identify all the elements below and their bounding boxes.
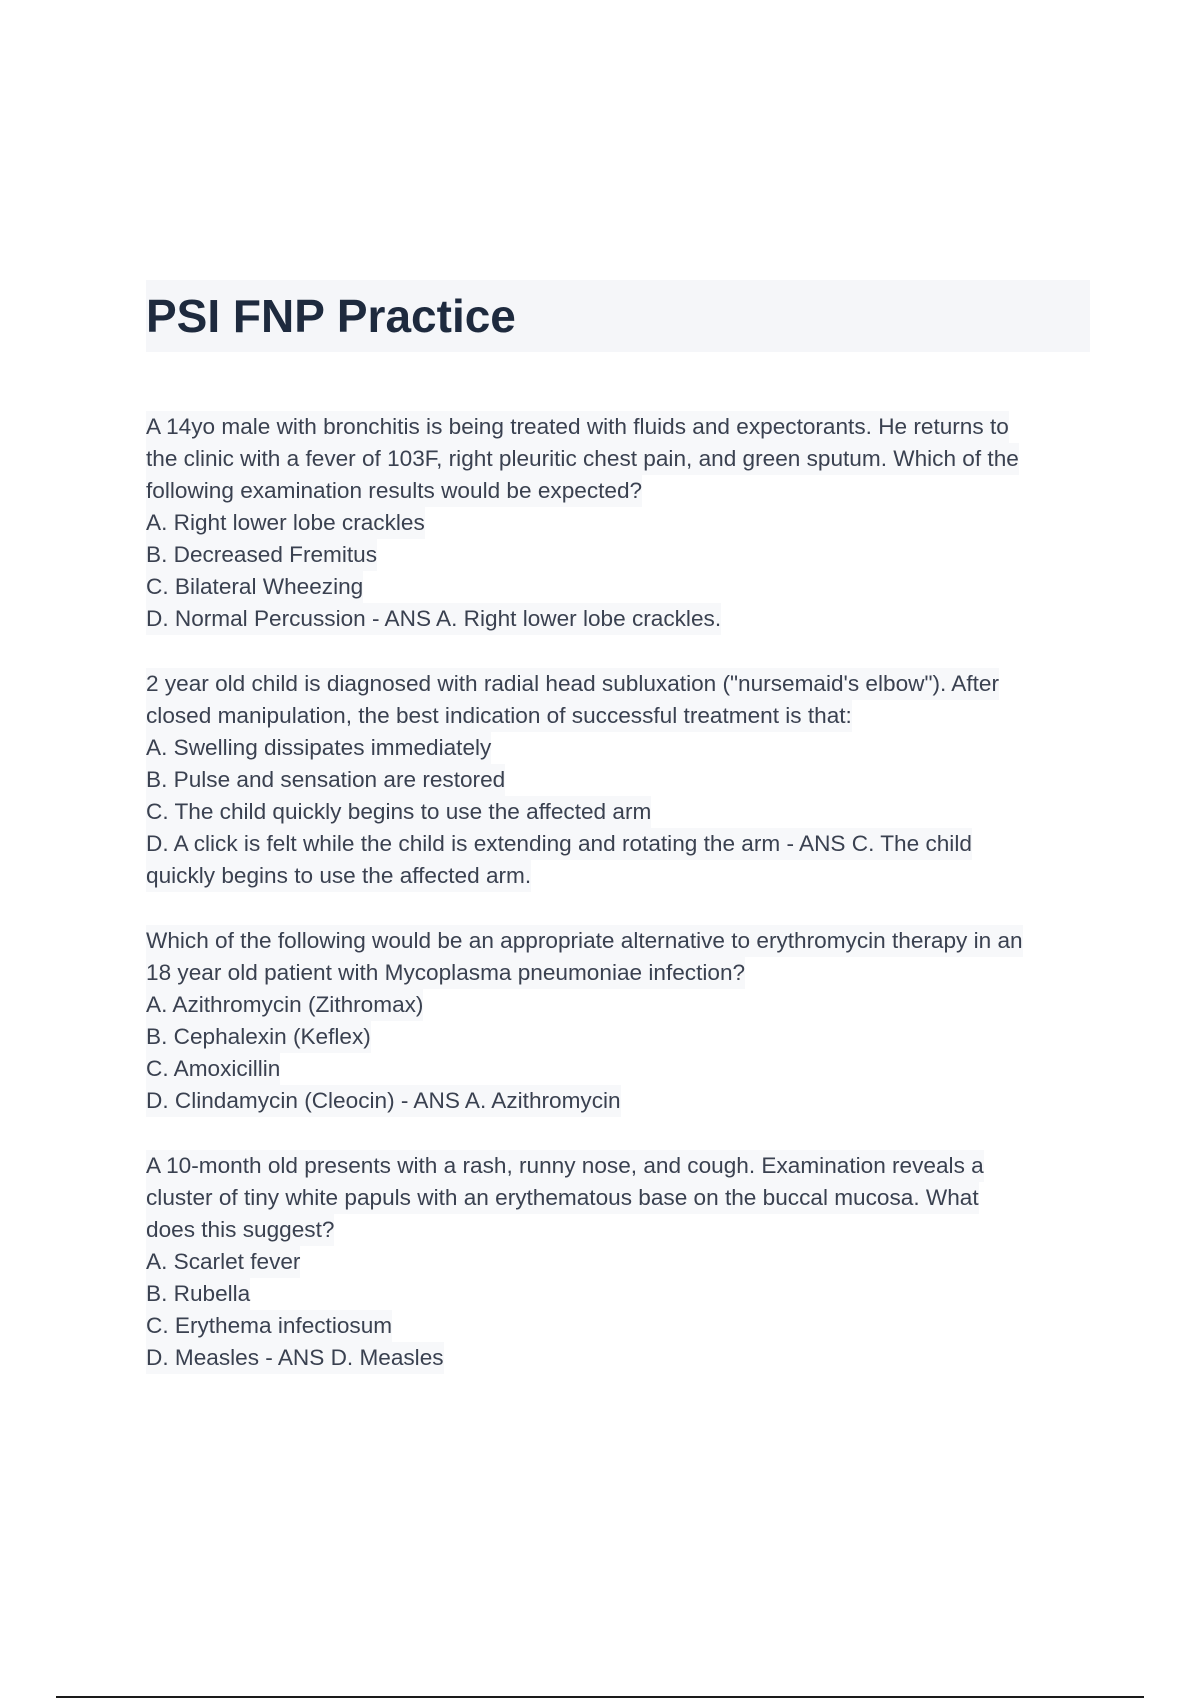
question-stem-line: 2 year old child is diagnosed with radial head subluxation ("nursemaid's elbow"). After (146, 668, 999, 700)
question-stem-line: closed manipulation, the best indication of successful treatment is that: (146, 700, 852, 732)
answer-option-b: B. Rubella (146, 1278, 250, 1310)
answer-option-a: A. Swelling dissipates immediately (146, 732, 491, 764)
question-stem-line: the clinic with a fever of 103F, right pleuritic chest pain, and green sputum. Which of the (146, 443, 1019, 475)
question-block-1 (146, 411, 1090, 635)
question-list (146, 411, 1090, 1407)
answer-option-b: B. Decreased Fremitus (146, 539, 377, 571)
answer-option-a: A. Scarlet fever (146, 1246, 300, 1278)
answer-option-d-with-answer: D. Clindamycin (Cleocin) - ANS A. Azithromycin (146, 1085, 621, 1117)
answer-option-c: C. Bilateral Wheezing (146, 571, 363, 603)
answer-option-c: C. Amoxicillin (146, 1053, 280, 1085)
answer-option-c: C. Erythema infectiosum (146, 1310, 392, 1342)
answer-option-b: B. Cephalexin (Keflex) (146, 1021, 371, 1053)
question-stem-line: A 14yo male with bronchitis is being treated with fluids and expectorants. He returns to (146, 411, 1009, 443)
question-stem-line: A 10-month old presents with a rash, runny nose, and cough. Examination reveals a (146, 1150, 984, 1182)
answer-option-c: C. The child quickly begins to use the affected arm (146, 796, 651, 828)
answer-option-a: A. Right lower lobe crackles (146, 507, 425, 539)
question-block-2 (146, 668, 1090, 892)
question-stem-line: 18 year old patient with Mycoplasma pneumoniae infection? (146, 957, 745, 989)
title-banner (146, 280, 1090, 352)
answer-option-d-with-answer: D. A click is felt while the child is extending and rotating the arm - ANS C. The child (146, 828, 972, 860)
question-stem-line: does this suggest? (146, 1214, 334, 1246)
answer-option-d-with-answer: D. Measles - ANS D. Measles (146, 1342, 444, 1374)
page-title: PSI FNP Practice (146, 290, 516, 342)
question-block-4 (146, 1150, 1090, 1374)
footer-divider (56, 1696, 1144, 1698)
answer-option-d-with-answer: D. Normal Percussion - ANS A. Right lower lobe crackles. (146, 603, 721, 635)
question-block-3 (146, 925, 1090, 1117)
answer-option-a: A. Azithromycin (Zithromax) (146, 989, 423, 1021)
answer-continuation: quickly begins to use the affected arm. (146, 860, 531, 892)
question-stem-line: cluster of tiny white papuls with an erythematous base on the buccal mucosa. What (146, 1182, 979, 1214)
question-stem-line: following examination results would be expected? (146, 475, 642, 507)
answer-option-b: B. Pulse and sensation are restored (146, 764, 505, 796)
question-stem-line: Which of the following would be an appropriate alternative to erythromycin therapy in an (146, 925, 1023, 957)
